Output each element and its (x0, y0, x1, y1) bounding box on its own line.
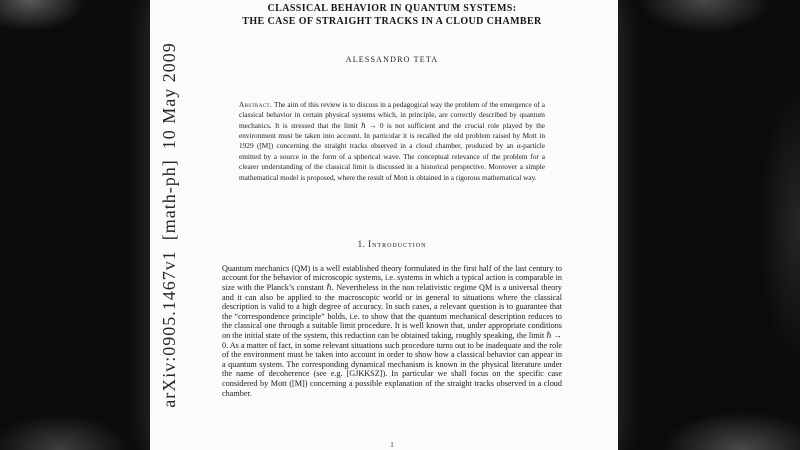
author-name: ALESSANDRO TETA (345, 55, 439, 64)
paper-content (222, 0, 562, 450)
page-number: 1 (390, 440, 394, 449)
section-title: Introduction (368, 238, 427, 249)
abstract-label: Abstract. (239, 100, 273, 109)
section-heading (222, 239, 562, 249)
paper-title-line2: THE CASE OF STRAIGHT TRACKS IN A CLOUD CHAMBER (242, 16, 542, 27)
introduction-paragraph: Quantum mechanics (QM) is a well established theory formulated in the first half of the last century to account for the behavior of microscopic systems, i.e. systems in which a typical action is comparable in size with the Planck’s constant ℏ. Nevertheless in the non relativistic regime QM is a universal theory and it can also be applied to the macroscopic world or in general to situations where the classical description is valid to a high degree of accuracy. In such cases, a relevant question is to guarantee that the “correspondence principle” holds, i.e. to show that the quantum mechanical description reduces to the classical one through a suitable limit procedure. It is well known that, under appropriate conditions on the initial state of the system, this reduction can be obtained taking, roughly speaking, the limit ℏ → 0. As a matter of fact, in some relevant situations such procedure turns out to be inadequate and the role of the environment must be taken into account in order to show how a classical behavior can appear in a quantum system. The corresponding dynamical mechanism is known in the physical literature under the name of decoherence (see e.g. [GJKKSZ]). In particular we shall focus on the specific case considered by Mott ([M]) concerning a possible explanation of the straight tracks observed in a cloud chamber. (222, 263, 562, 398)
arxiv-identifier-stamp: arXiv:0905.1467v1 [math-ph] 10 May 2009 (159, 42, 179, 408)
paper-title (222, 2, 562, 28)
section-number: 1. (357, 238, 366, 249)
abstract-paragraph (239, 100, 545, 183)
abstract-text: The aim of this review is to discuss in a pedagogical way the problem of the emergence of a classical behavior in certain physical systems which, in principle, are correctly described by quantum mechanics. It is stressed that the limit ℏ → 0 is not sufficient and the crucial role played by the environment must be taken into account. In particular it is recalled the old problem raised by Mott in 1929 ([M]) concerning the straight tracks observed in a cloud chamber, produced by an α-particle emitted by a source in the form of a spherical wave. The conceptual relevance of the problem for a clearer understanding of the classical limit is discussed in a historical perspective. Moreover a simple mathematical model is proposed, where the result of Mott is obtained in a rigorous mathematical way. (239, 100, 545, 182)
paper-page (150, 0, 618, 450)
paper-title-line1: CLASSICAL BEHAVIOR IN QUANTUM SYSTEMS: (267, 3, 517, 14)
